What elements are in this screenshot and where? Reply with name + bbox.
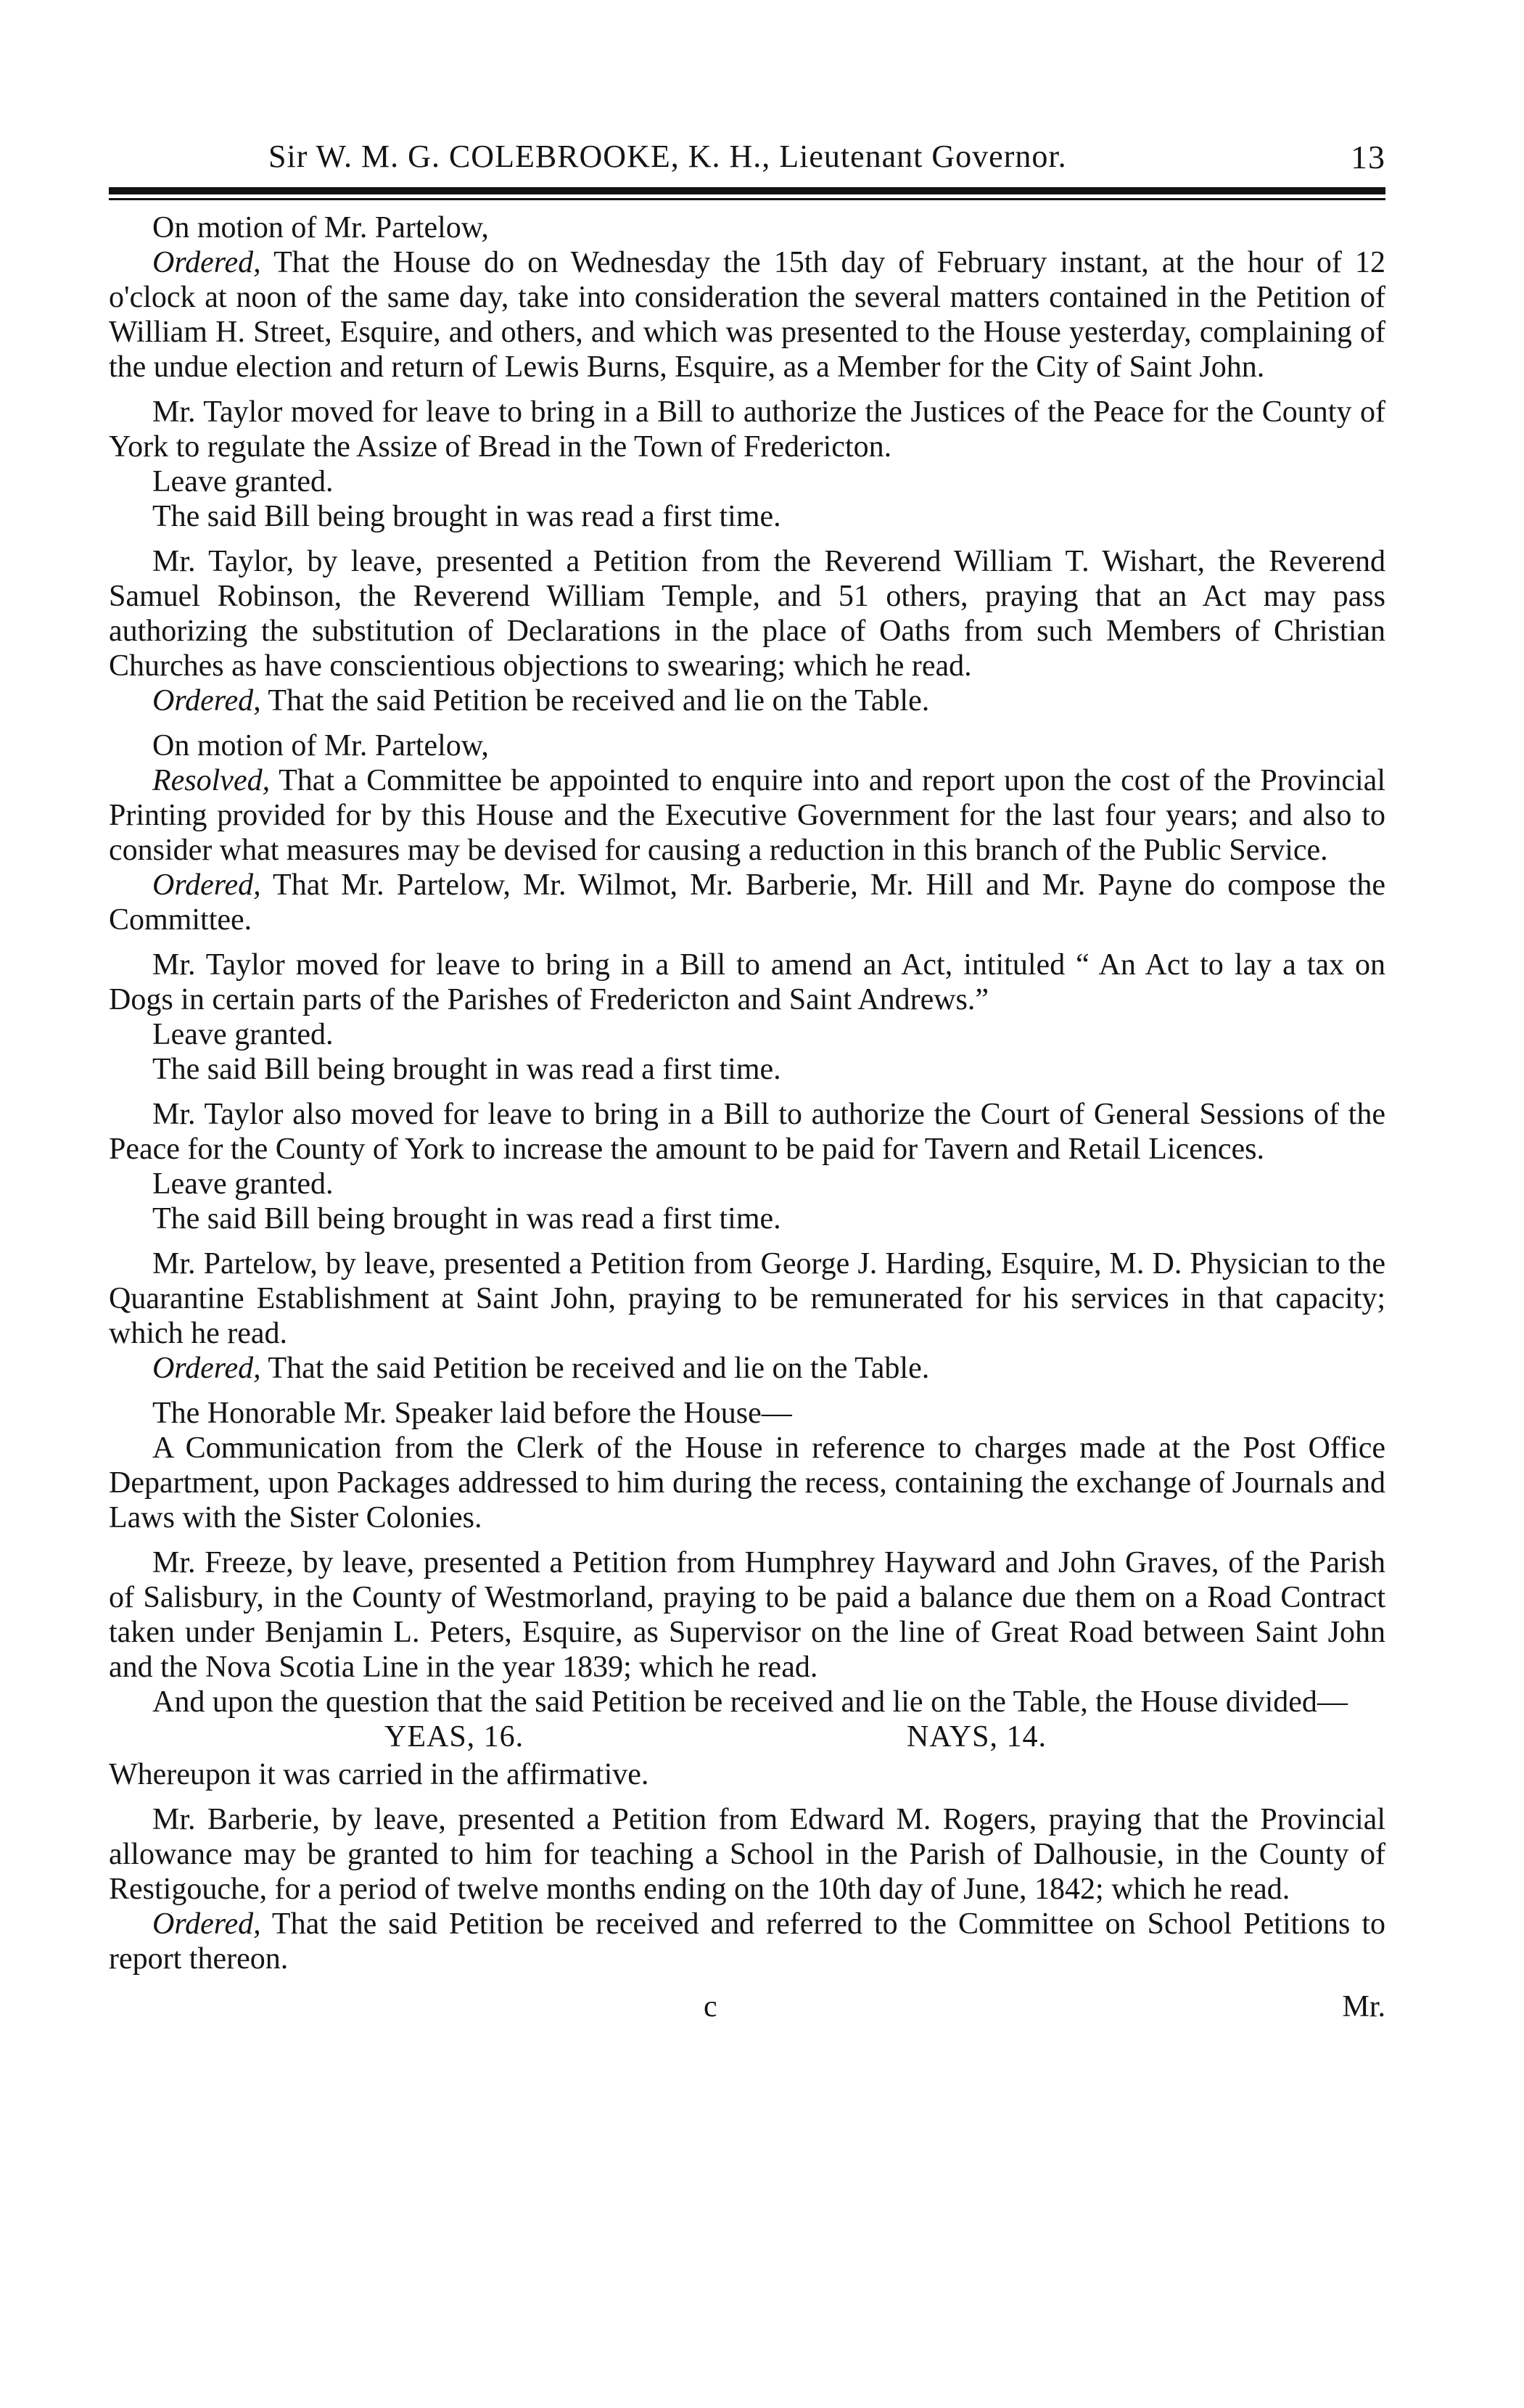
paragraph-petition-declarations: Mr. Taylor, by leave, presented a Petition from the Reverend William T. Wishart, the Reverend Samuel Robinson, the Reverend William Temple, and 51 others, praying that an Act may pass authorizing the substitution of Declarations in the place of Oaths from such Members of Christian Churches as have conscientious objections to swearing; which he read. (109, 545, 1385, 683)
page-number: 13 (1351, 139, 1385, 176)
resolved-lead: Resolved, (152, 764, 271, 797)
paragraph-petition-harding: Mr. Partelow, by leave, presented a Petition from George J. Harding, Esquire, M. D. Physician to the Quarantine Establishment at Saint John, praying to be remunerated for his services in that capacity; which he read. (109, 1247, 1385, 1350)
paragraph-order-lie-on-table (109, 683, 1385, 718)
paragraph-resolved-printing-committee (109, 763, 1385, 868)
yeas-count: YEAS, 16. (384, 1720, 524, 1754)
paragraph-text: That a Committee be appointed to enquire into and report upon the cost of the Provincial Printing provided for by this House and the Executive Government for the last four years; and also to consider what measures may be devised for causing a reduction in this branch of the Public Service. (109, 764, 1385, 867)
header-rule-thin (109, 198, 1385, 200)
paragraph-order-lie-on-table (109, 1351, 1385, 1386)
paragraph-first-reading: The said Bill being brought in was read a first time. (152, 500, 781, 533)
paragraph-leave-granted: Leave granted. (152, 1167, 334, 1201)
paragraph-text: That the House do on Wednesday the 15th day of February instant, at the hour of 12 o'clock at noon of the same day, take into consideration the several matters contained in the Petition of William H. Street, Esquire, and others, and which was presented to the House yesterday, complaining of the undue election and return of Lewis Burns, Esquire, as a Member for the City of Saint John. (109, 246, 1385, 384)
paragraph-carried-affirmative: Whereupon it was carried in the affirmative. (109, 1758, 649, 1791)
paragraph-order-school-petitions (109, 1907, 1385, 1976)
paragraph-leave-granted: Leave granted. (152, 1018, 334, 1051)
paragraph-bill-licences: Mr. Taylor also moved for leave to bring in a Bill to authorize the Court of General Sessions of the Peace for the County of York to increase the amount to be paid for Tavern and Retail Licences. (109, 1098, 1385, 1166)
ordered-lead: Ordered, (152, 868, 261, 902)
paragraph-clerk-communication: A Communication from the Clerk of the House in reference to charges made at the Post Office Department, upon Packages addressed to him during the recess, containing the exchange of Journals and Laws with the Sister Colonies. (109, 1431, 1385, 1534)
paragraph-order-election-petition (109, 245, 1385, 385)
ordered-lead: Ordered, (152, 1907, 261, 1941)
running-head (109, 131, 1385, 181)
paragraph-first-reading: The said Bill being brought in was read a first time. (152, 1053, 781, 1086)
paragraph-text: That the said Petition be received and lie on the Table. (260, 1352, 930, 1385)
paragraph-bill-assize-bread: Mr. Taylor moved for leave to bring in a Bill to authorize the Justices of the Peace for the County of York to regulate the Assize of Bread in the Town of Fredericton. (109, 395, 1385, 464)
paragraph-petition-hayward-graves: Mr. Freeze, by leave, presented a Petition from Humphrey Hayward and John Graves, of the Parish of Salisbury, in the County of Westmorland, praying to be paid a balance due them on a Road Contract taken under Benjamin L. Peters, Esquire, as Supervisor on the line of Great Road between Saint John and the Nova Scotia Line in the year 1839; which he read. (109, 1546, 1385, 1684)
paragraph-leave-granted: Leave granted. (152, 465, 334, 498)
paragraph-first-reading: The said Bill being brought in was read a first time. (152, 1202, 781, 1236)
page-footer (109, 1989, 1385, 2033)
running-head-title: Sir W. M. G. COLEBROOKE, K. H., Lieutenant Governor. (268, 139, 1067, 174)
journal-page (109, 131, 1385, 2033)
paragraph-text: That the said Petition be received and referred to the Committee on School Petitions to report thereon. (109, 1907, 1385, 1976)
paragraph-text: That the said Petition be received and lie on the Table. (260, 684, 930, 718)
header-rule-thick (109, 187, 1385, 194)
nays-count: NAYS, 14. (907, 1720, 1047, 1754)
paragraph-petition-rogers: Mr. Barberie, by leave, presented a Petition from Edward M. Rogers, praying that the Provincial allowance may be granted to him for teaching a School in the Parish of Dalhousie, in the County of Restigouche, for a period of twelve months ending on the 10th day of June, 1842; which he read. (109, 1803, 1385, 1906)
ordered-lead: Ordered, (152, 246, 261, 279)
paragraph-text: That Mr. Partelow, Mr. Wilmot, Mr. Barberie, Mr. Hill and Mr. Payne do compose the Committee. (109, 868, 1385, 937)
paragraph-bill-dog-tax: Mr. Taylor moved for leave to bring in a Bill to amend an Act, intituled “ An Act to lay a tax on Dogs in certain parts of the Parishes of Fredericton and Saint Andrews.” (109, 948, 1385, 1016)
signature-mark: c (704, 1990, 717, 2023)
paragraph-speaker-laid: The Honorable Mr. Speaker laid before the House— (152, 1397, 792, 1430)
paragraph-house-divided: And upon the question that the said Petition be received and lie on the Table, the House divided— (152, 1685, 1348, 1719)
division-votes (109, 1719, 1385, 1757)
paragraph-motion-partelow-2: On motion of Mr. Partelow, (152, 729, 489, 763)
paragraph-order-committee-members (109, 868, 1385, 937)
ordered-lead: Ordered, (152, 684, 261, 718)
paragraph-motion-partelow: On motion of Mr. Partelow, (152, 211, 489, 245)
ordered-lead: Ordered, (152, 1352, 261, 1385)
catchword: Mr. (1342, 1990, 1385, 2023)
